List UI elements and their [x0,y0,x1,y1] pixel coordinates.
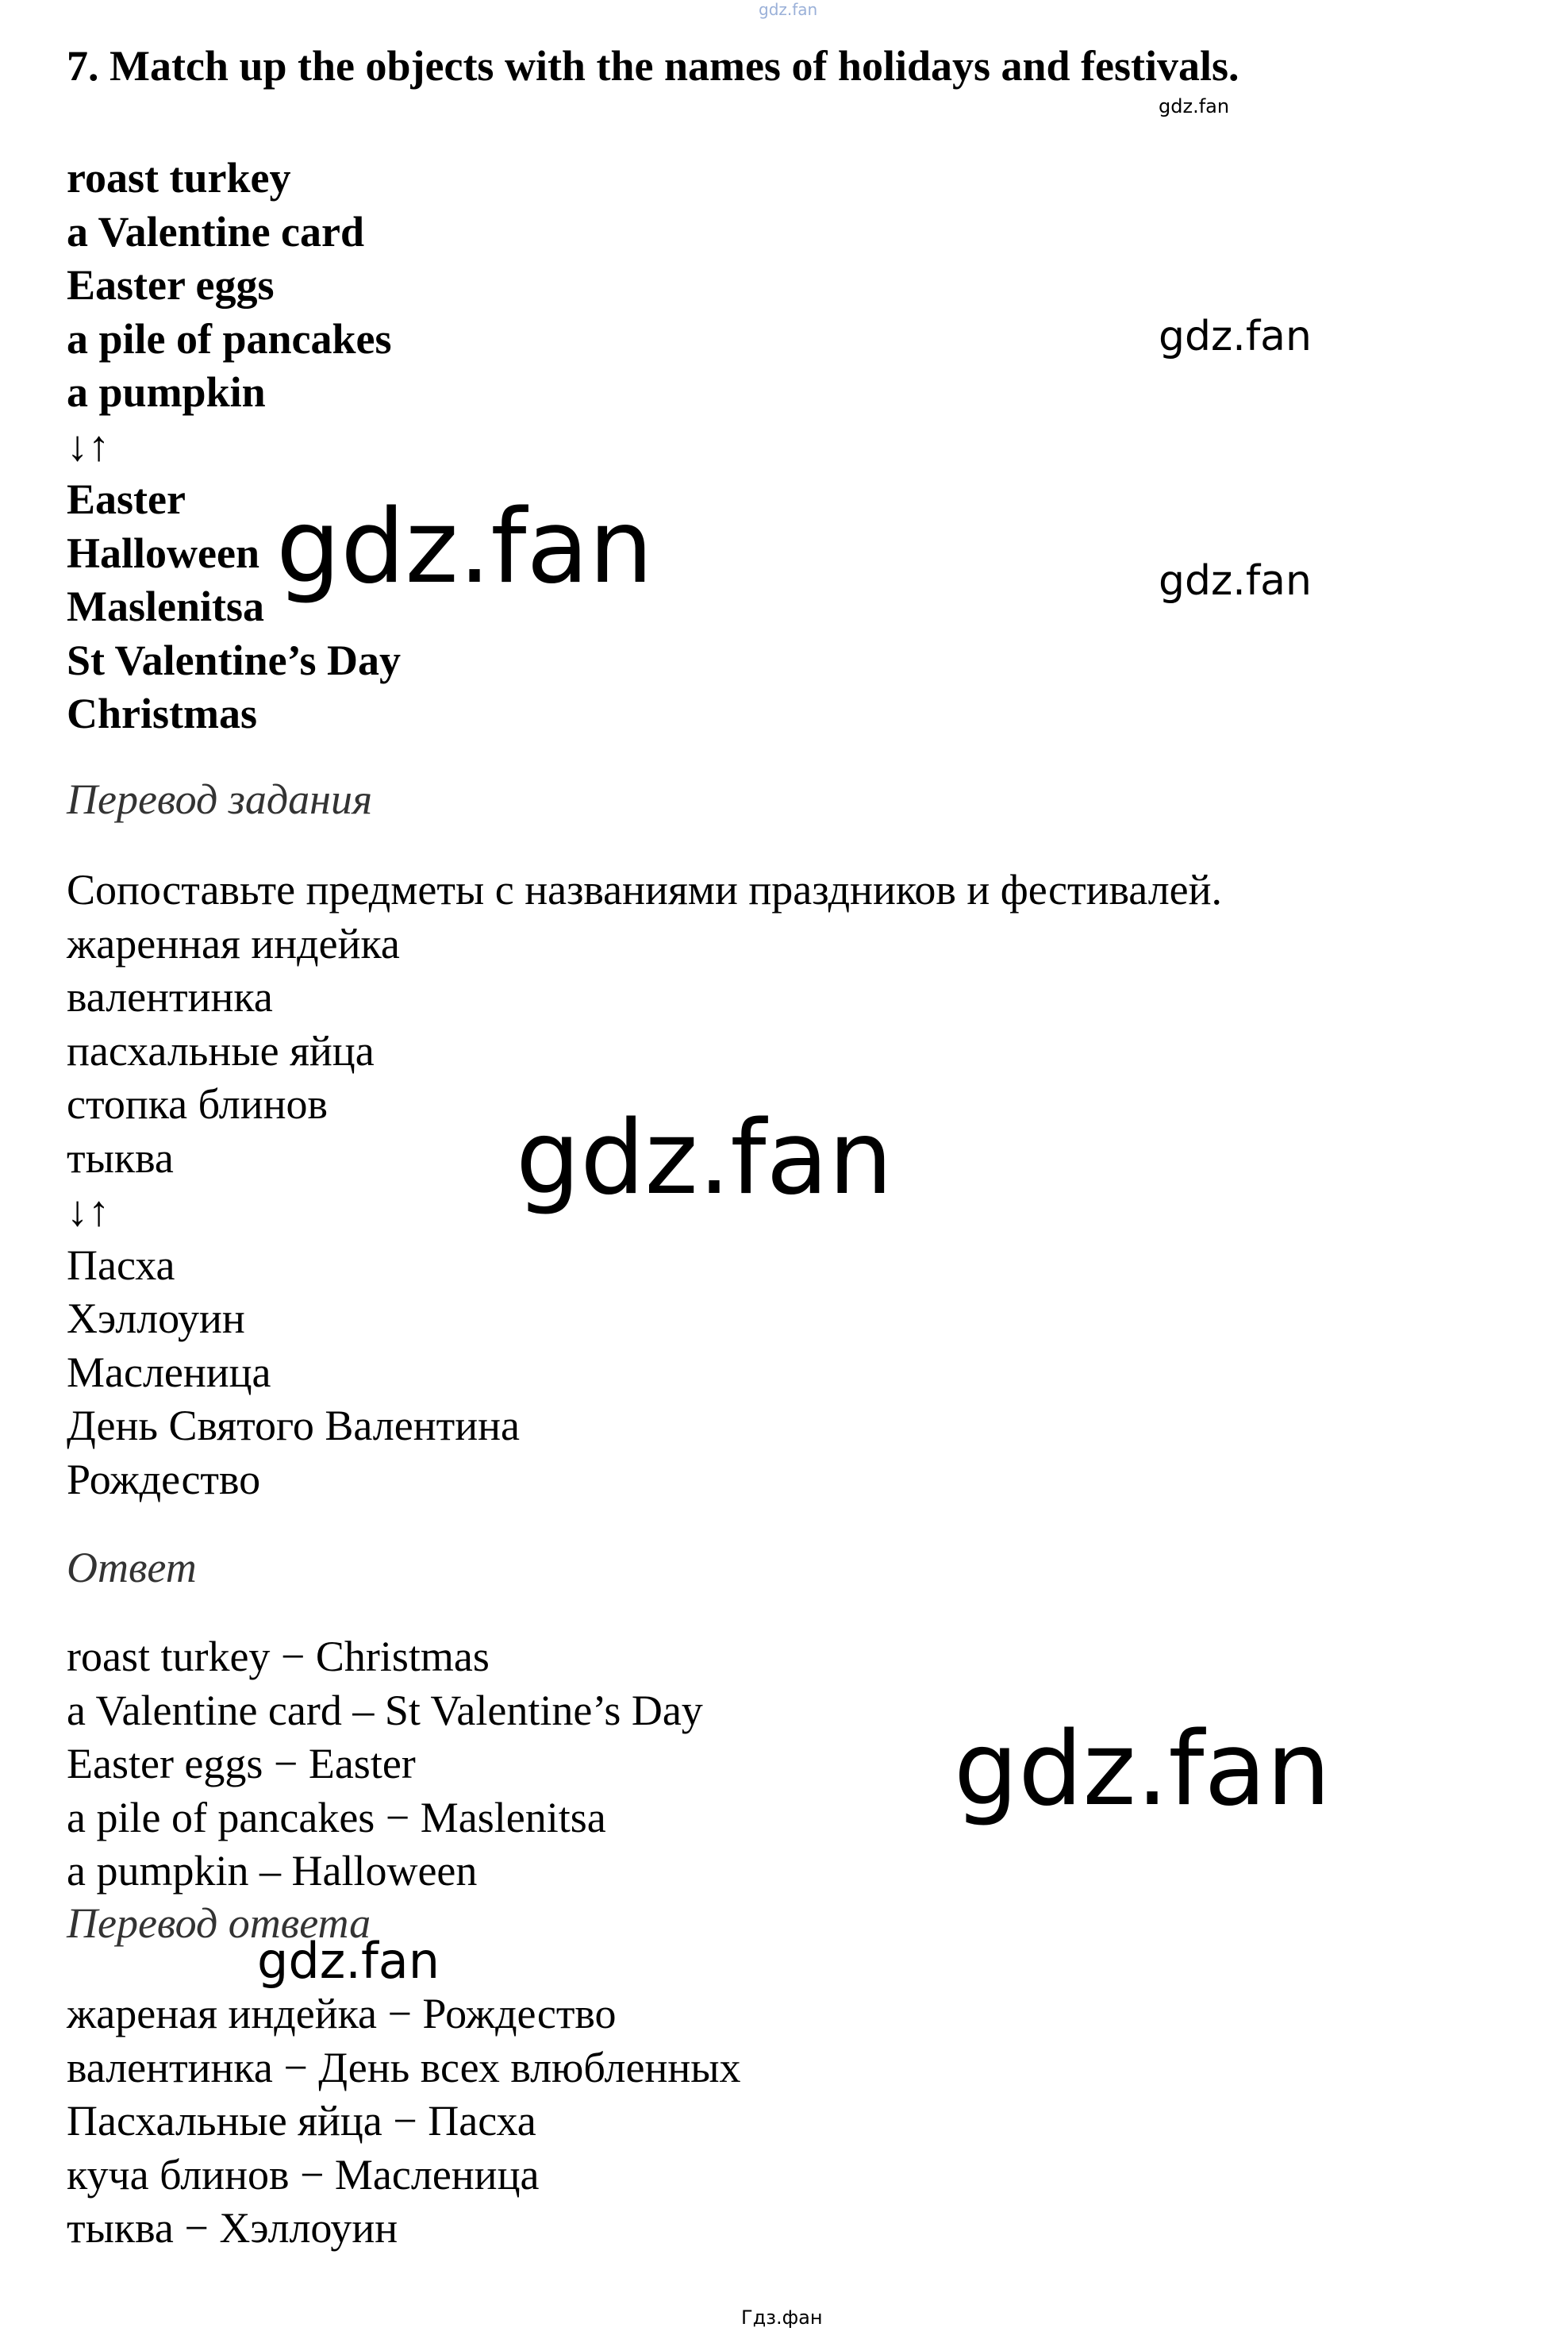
watermark-tiny: gdz.fan [1159,95,1230,117]
watermark-large: gdz.fan [516,1099,893,1218]
watermark-top: gdz.fan [759,0,818,19]
answer-heading: Ответ [67,1544,197,1591]
task-object-item: a pumpkin [67,368,266,416]
translation-object-item: жаренная индейка [67,919,400,968]
watermark-side: gdz.fan [1159,557,1312,605]
task-object-item: roast turkey [67,154,291,202]
watermark-medium: gdz.fan [257,1932,440,1990]
task-holiday-item: Halloween [67,529,259,577]
task-object-item: a pile of pancakes [67,314,392,363]
translation-heading: Перевод задания [67,775,373,823]
match-arrows: ↓↑ [67,1187,110,1235]
translation-object-item: пасхальные яйца [67,1026,375,1075]
watermark-large: gdz.fan [954,1710,1331,1829]
answer-list [67,1630,703,1899]
translation-holiday-item: Рождество [67,1455,261,1503]
answer-translation-list [67,1987,741,2256]
task-holiday-item: Christmas [67,690,257,737]
answer-item: a pile of pancakes − Maslenitsa [67,1793,606,1841]
translation-holiday-item: Пасха [67,1241,175,1289]
answer-translation-heading: Перевод ответа [67,1899,371,1947]
watermark-footer: Гдз.фан [741,2306,823,2329]
task-holiday-item: St Valentine’s Day [67,636,402,684]
watermark-large: gdz.fan [276,488,653,606]
answer-item: a pumpkin – Halloween [67,1847,478,1895]
answer-translation-item: жареная индейка − Рождество [67,1990,617,2037]
translation-holiday-item: Хэллоуин [67,1295,245,1342]
answer-item: Easter eggs − Easter [67,1740,416,1787]
watermark-side: gdz.fan [1159,313,1312,360]
task-object-item: Easter eggs [67,261,275,309]
task-list [67,152,401,741]
task-holiday-item: Maslenitsa [67,583,264,630]
task-holiday-item: Easter [67,475,186,523]
task-title: 7. Match up the objects with the names of holidays and festivals. [67,42,1239,90]
answer-item: roast turkey − Christmas [67,1633,490,1680]
translation-holiday-item: День Святого Валентина [67,1402,520,1449]
task-object-item: a Valentine card [67,207,365,256]
answer-item: a Valentine card – St Valentine’s Day [67,1686,703,1734]
translation-object-item: валентинка [67,973,273,1021]
match-arrows: ↓↑ [67,421,110,470]
translation-object-item: стопка блинов [67,1080,329,1128]
translation-instruction: Сопоставьте предметы с названиями праздников и фестивалей. [67,866,1223,914]
translation-holiday-item: Масленица [67,1348,271,1396]
answer-translation-item: тыква − Хэллоуин [67,2204,398,2252]
answer-translation-item: куча блинов − Масленица [67,2150,540,2199]
translation-object-item: тыква [67,1133,174,1182]
answer-translation-item: валентинка − День всех влюбленных [67,2043,741,2091]
answer-translation-item: Пасхальные яйца − Пасха [67,2097,536,2145]
